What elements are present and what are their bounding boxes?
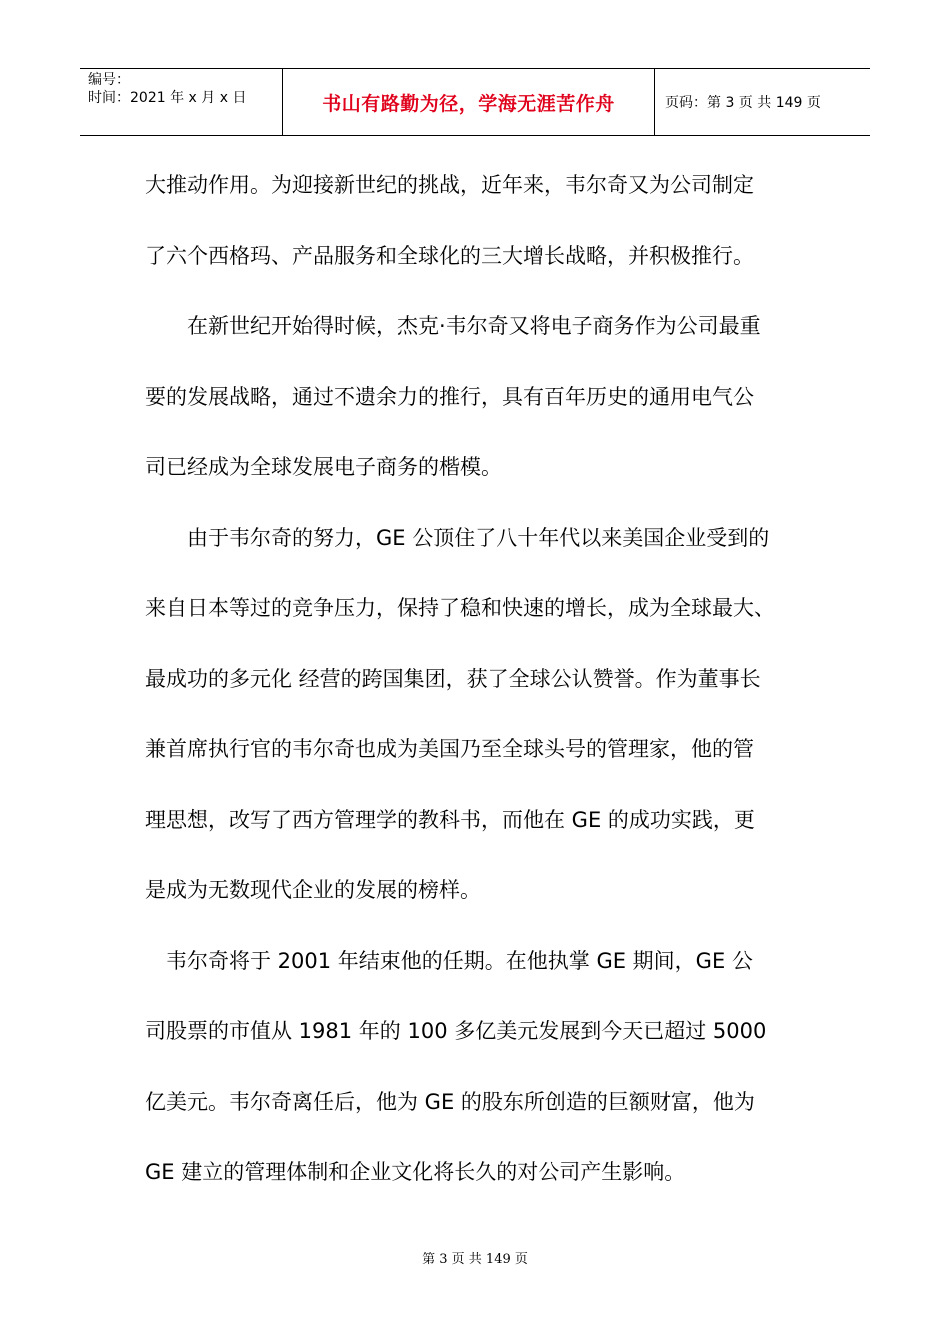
date-label: 时间：2021 年 x 月 x 日: [88, 90, 247, 106]
page-header: [80, 68, 870, 136]
body-line: 最成功的多元化 经营的跨国集团，获了全球公认赞誉。作为董事长: [145, 666, 761, 691]
doc-number-label: 编号：: [88, 72, 130, 88]
footer-page-number: 第 3 页 共 149 页: [422, 1252, 528, 1267]
header-meta-cell: [80, 69, 283, 135]
body-line: 要的发展战略，通过不遗余力的推行，具有百年历史的通用电气公: [145, 384, 754, 409]
body-line: 司已经成为全球发展电子商务的楷模。: [145, 455, 502, 479]
body-line: 了六个西格玛、产品服务和全球化的三大增长战略，并积极推行。: [145, 243, 754, 268]
body-text: [145, 150, 845, 1208]
header-motto-cell: [283, 69, 655, 135]
header-page-cell: [655, 69, 870, 135]
header-page-info: 页码：第 3 页 共 149 页: [665, 95, 821, 111]
body-line: 在新世纪开始得时候，杰克·韦尔奇又将电子商务作为公司最重: [145, 314, 761, 338]
body-line: GE 建立的管理体制和企业文化将长久的对公司产生影响。: [145, 1160, 686, 1184]
page-footer: [0, 1248, 950, 1267]
body-line: 韦尔奇将于 2001 年结束他的任期。在他执掌 GE 期间，GE 公: [145, 948, 753, 973]
body-line: 是成为无数现代企业的发展的榜样。: [145, 878, 481, 902]
body-line: 兼首席执行官的韦尔奇也成为美国乃至全球头号的管理家，他的管: [145, 737, 754, 761]
body-line: 亿美元。韦尔奇离任后，他为 GE 的股东所创造的巨额财富，他为: [145, 1089, 755, 1114]
body-line: 由于韦尔奇的努力，GE 公顶住了八十年代以来美国企业受到的: [145, 525, 770, 550]
body-line: 司股票的市值从 1981 年的 100 多亿美元发展到今天已超过 5000: [145, 1019, 767, 1043]
body-line: 理思想，改写了西方管理学的教科书，而他在 GE 的成功实践，更: [145, 807, 755, 832]
header-motto: 书山有路勤为径，学海无涯苦作舟: [322, 92, 615, 115]
body-line: 来自日本等过的竞争压力，保持了稳和快速的增长，成为全球最大、: [145, 596, 775, 620]
body-line: 大推动作用。为迎接新世纪的挑战，近年来，韦尔奇又为公司制定: [145, 173, 754, 197]
